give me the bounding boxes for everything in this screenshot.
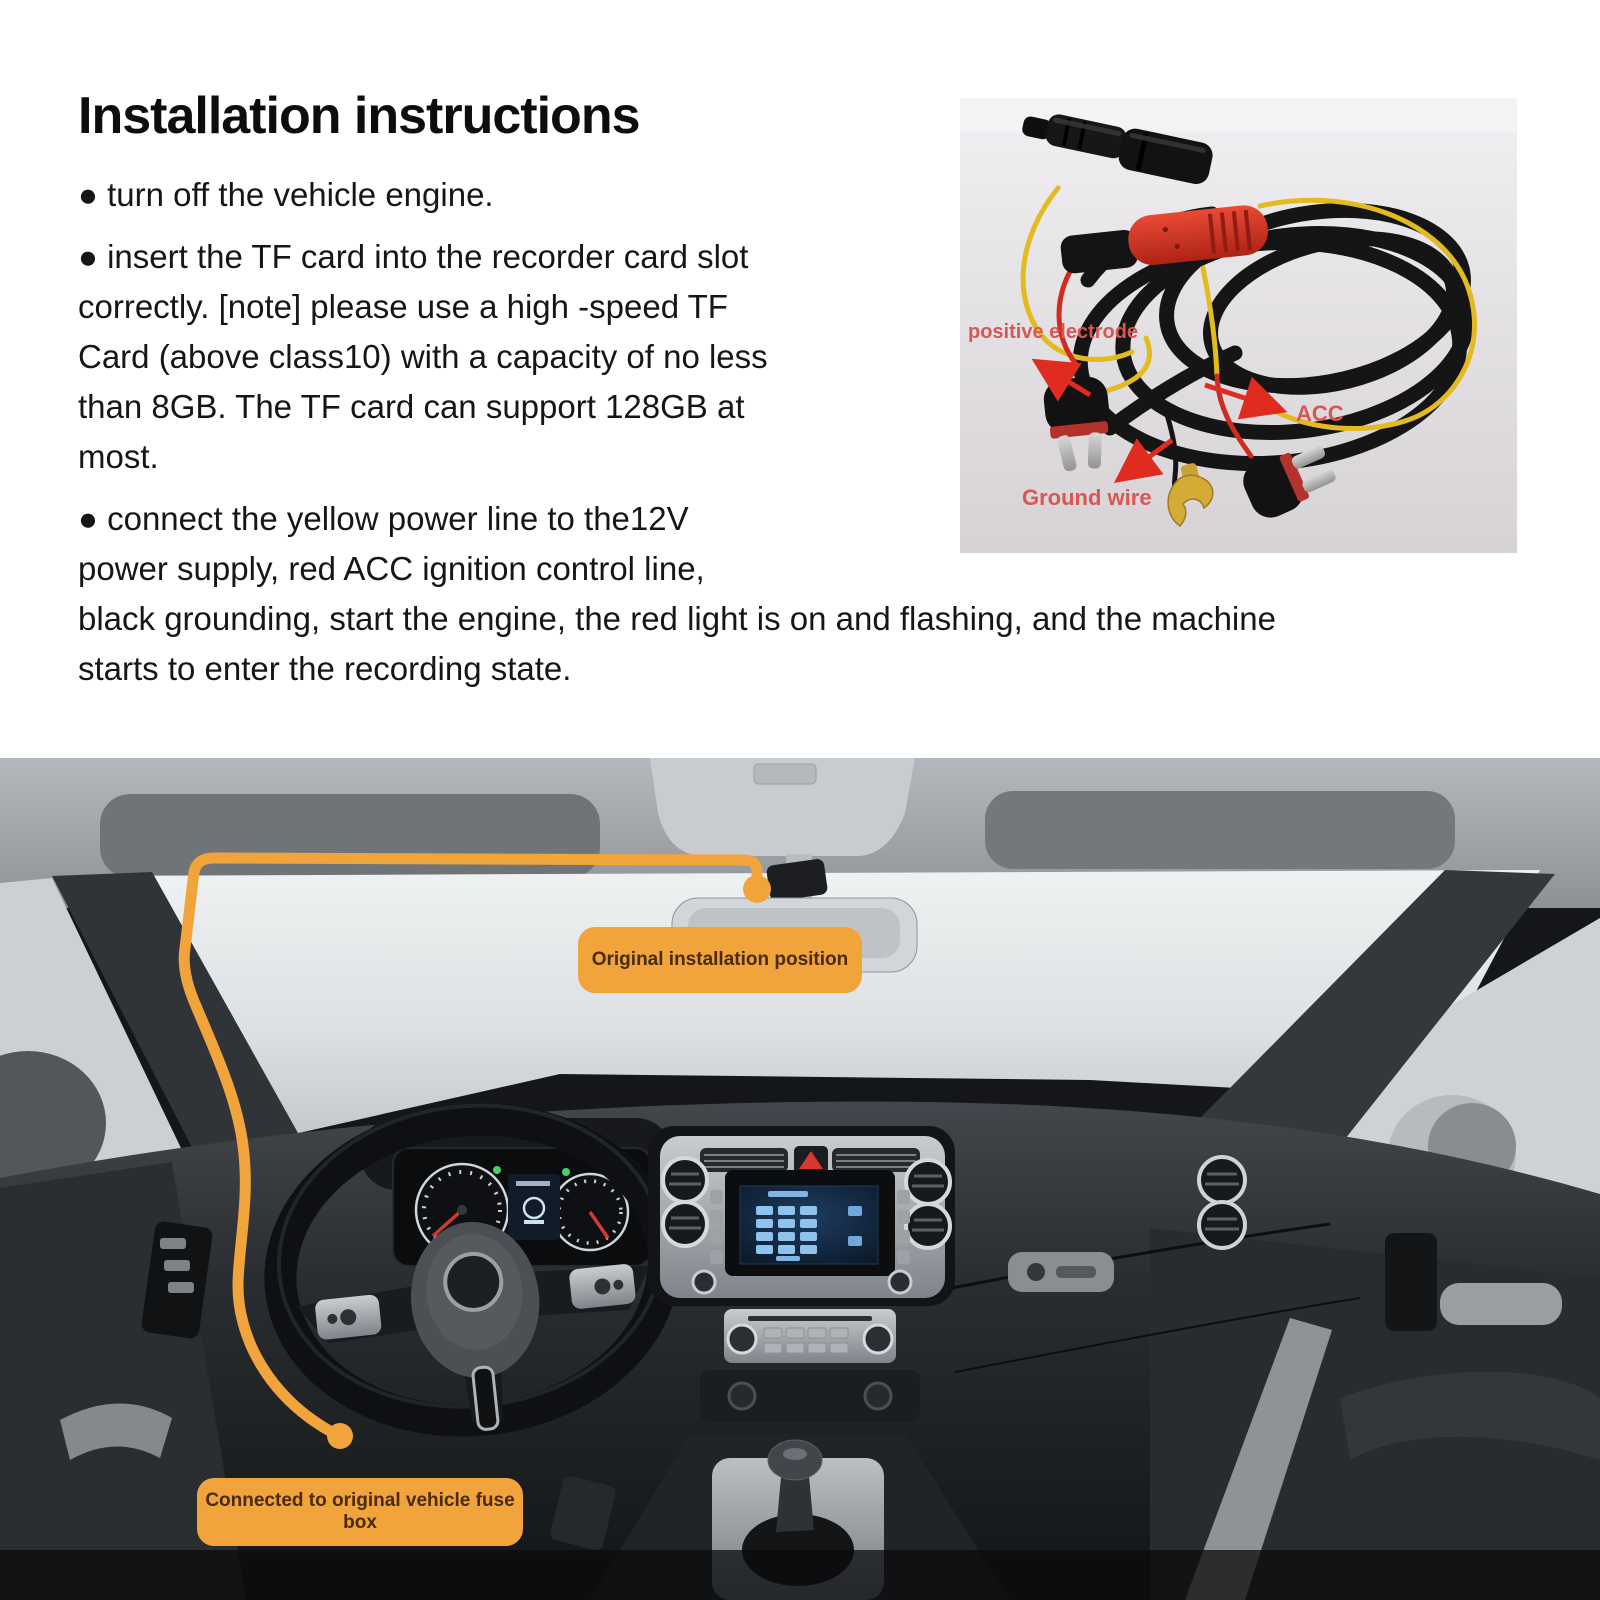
radio-unit <box>724 1309 896 1363</box>
instruction-line: black grounding, start the engine, the red light is on and flashing, and the machine <box>78 600 1276 637</box>
ground-wire-label: Ground wire <box>1022 485 1152 510</box>
right-door-handle <box>1440 1283 1562 1325</box>
mirror-position-callout: Original installation position <box>578 927 862 993</box>
right-window-switch <box>1385 1233 1437 1331</box>
route-end-dot-fusebox <box>327 1423 353 1449</box>
instruction-line: Card (above class10) with a capacity of no less <box>78 338 768 375</box>
acc-label: ACC <box>1296 401 1344 426</box>
floor-shadow <box>0 1550 1600 1600</box>
center-stack <box>648 1126 955 1306</box>
stack-knob <box>889 1271 911 1293</box>
positive-electrode-label: positive electrode <box>968 321 1139 343</box>
instruction-line: correctly. [note] please use a high -speed TF <box>78 288 728 325</box>
instruction-line: than 8GB. The TF card can support 128GB at <box>78 388 745 425</box>
instruction-line: ● insert the TF card into the recorder card slot <box>78 238 749 275</box>
instruction-line: ● turn off the vehicle engine. <box>78 176 494 213</box>
instruction-line: most. <box>78 438 159 475</box>
indicator-light <box>493 1166 501 1174</box>
page-title: Installation instructions <box>78 87 640 145</box>
fusebox-callout: Connected to original vehicle fuse box <box>197 1478 523 1546</box>
route-end-dot-mirror <box>743 875 771 903</box>
stack-knob <box>693 1271 715 1293</box>
car-interior-photo <box>0 758 1600 1600</box>
instruction-line: ● connect the yellow power line to the12V <box>78 500 689 537</box>
radio-knob <box>864 1325 892 1353</box>
instruction-line: power supply, red ACC ignition control line, <box>78 550 705 587</box>
right-sun-visor <box>985 791 1455 869</box>
radio-knob <box>728 1325 756 1353</box>
left-sun-visor <box>100 794 600 878</box>
right-door <box>1150 1228 1600 1600</box>
indicator-light <box>562 1168 570 1176</box>
instruction-line: starts to enter the recording state. <box>78 650 572 687</box>
